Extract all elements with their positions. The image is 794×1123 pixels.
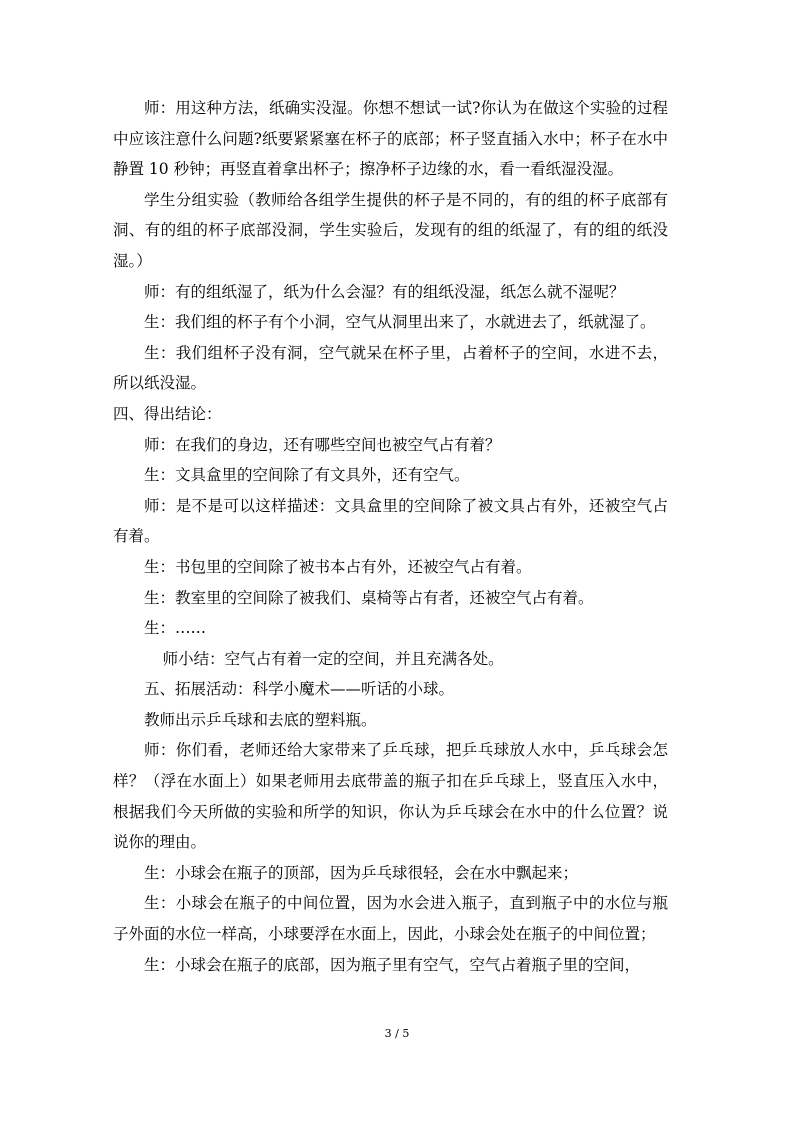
paragraph: 生：书包里的空间除了被书本占有外，还被空气占有着。 — [144, 557, 532, 576]
paragraph: 生：我们组杯子没有洞，空气就呆在杯子里，占着杯子的空间，水进不去，所以纸没湿。 — [113, 343, 668, 393]
paragraph: 五、拓展活动：科学小魔术——听话的小球。 — [144, 680, 455, 699]
paragraph: 师：在我们的身边，还有哪些空间也被空气占有着？ — [144, 435, 501, 454]
document-body — [113, 93, 668, 980]
paragraph: 生：小球会在瓶子的中间位置，因为水会进入瓶子，直到瓶子中的水位与瓶子外面的水位一样高，小球要浮在水面上，因此，小球会处在瓶子的中间位置； — [113, 894, 668, 944]
paragraph: 生：小球会在瓶子的顶部，因为乒乓球很轻，会在水中飘起来； — [144, 863, 579, 882]
paragraph: 生：文具盒里的空间除了有文具外，还有空气。 — [144, 466, 470, 485]
paragraph: 师：是不是可以这样描述：文具盒里的空间除了被文具占有外，还被空气占有着。 — [113, 496, 668, 546]
paragraph: 师：有的组纸湿了，纸为什么会湿？有的组纸没湿，纸怎么就不湿呢？ — [144, 282, 625, 301]
page-number: 3 / 5 — [384, 1027, 410, 1040]
paragraph: 生：我们组的杯子有个小洞，空气从洞里出来了，水就进去了，纸就湿了。 — [144, 313, 656, 332]
paragraph: 师：你们看，老师还给大家带来了乒乓球，把乒乓球放人水中，乒乓球会怎样？（浮在水面上）如果老师用去底带盖的瓶子扣在乒乓球上，竖直压入水中，根据我们今天所做的实验和所学的知识，你认为乒乓球会在水中的什么位置？说说你的理由。 — [113, 741, 668, 852]
paragraph: 师：用这种方法，纸确实没湿。你想不想试一试?你认为在做这个实验的过程中应该注意什么问题?纸要紧紧塞在杯子的底部；杯子竖直插入水中；杯子在水中静置 10 秒钟；再竖直着拿出杯子；擦净杯子边缘的水，看一看纸湿没湿。 — [113, 99, 668, 179]
paragraph: 四、得出结论： — [113, 404, 222, 423]
paragraph: 教师出示乒乓球和去底的塑料瓶。 — [144, 710, 377, 729]
paragraph: 生：教室里的空间除了被我们、桌椅等占有者，还被空气占有着。 — [144, 588, 594, 607]
paragraph: 生：小球会在瓶子的底部，因为瓶子里有空气，空气占着瓶子里的空间， — [144, 955, 641, 974]
paragraph: 师小结：空气占有着一定的空间，并且充满各处。 — [162, 649, 504, 668]
paragraph: 学生分组实验（教师给各组学生提供的杯子是不同的，有的组的杯子底部有洞、有的组的杯子底部没洞，学生实验后，发现有的组的纸湿了，有的组的纸没湿。） — [113, 190, 668, 270]
paragraph: 生：…… — [144, 619, 207, 638]
